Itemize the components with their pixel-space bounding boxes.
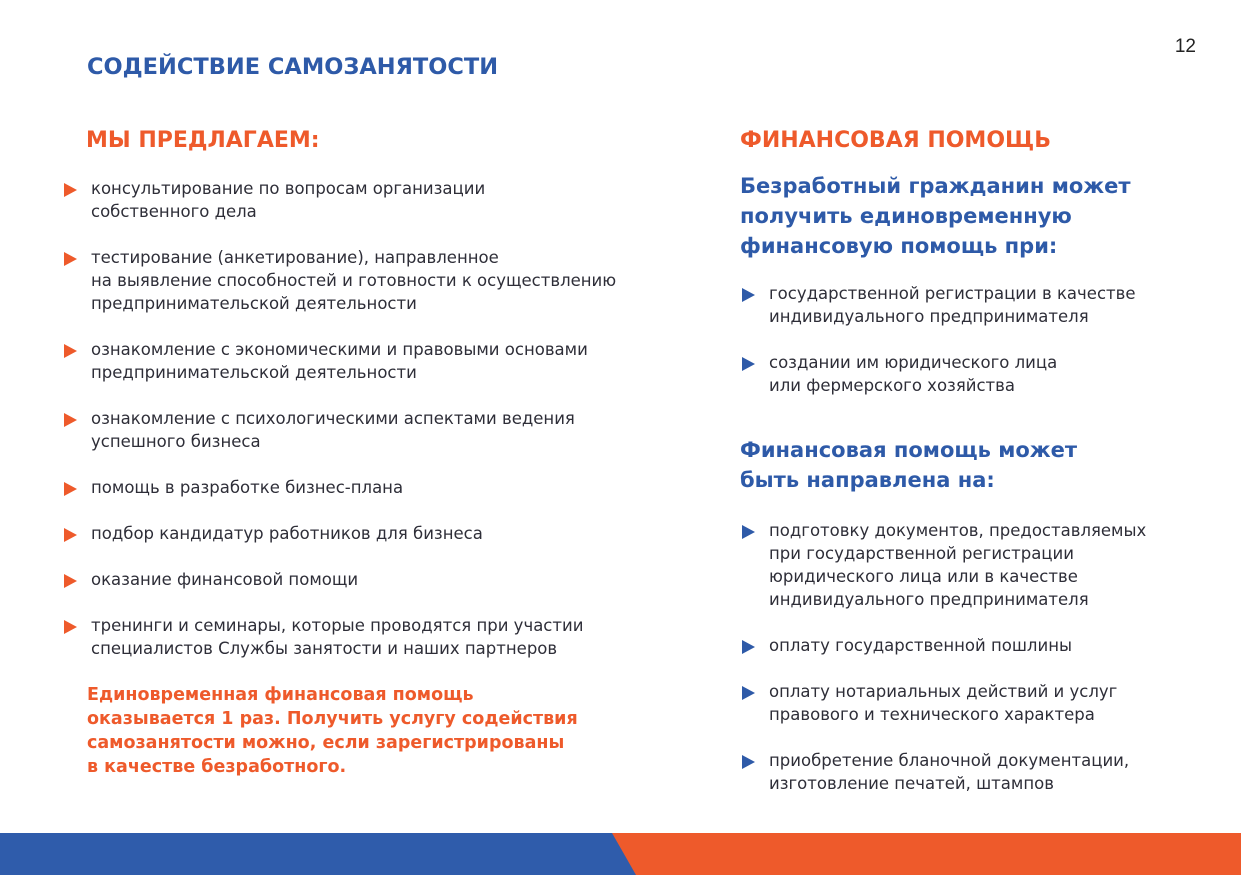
note-line: в качестве безработного. bbox=[87, 757, 347, 777]
page-number: 12 bbox=[1174, 36, 1196, 57]
page-title: СОДЕЙСТВИЕ САМОЗАНЯТОСТИ bbox=[87, 54, 499, 80]
footer-orange-stripe bbox=[612, 833, 1241, 875]
triangle-bullet-icon bbox=[64, 620, 77, 634]
list-item-line: ознакомление с психологическими аспектами ведения bbox=[91, 409, 575, 428]
offer-list bbox=[62, 177, 702, 660]
triangle-bullet-icon bbox=[742, 525, 755, 539]
list-item-line: на выявление способностей и готовности к осуществлению bbox=[91, 271, 617, 290]
list-item-line: подготовку документов, предоставляемых bbox=[769, 521, 1147, 540]
list-item-line: консультирование по вопросам организации bbox=[91, 179, 486, 198]
list-item-line: или фермерского хозяйства bbox=[769, 376, 1015, 395]
list-item-line: правового и технического характера bbox=[769, 705, 1095, 724]
list-item bbox=[62, 614, 702, 660]
list-item bbox=[62, 177, 702, 223]
list-item-line: помощь в разработке бизнес-плана bbox=[91, 478, 404, 497]
financial-aid-column bbox=[740, 128, 1210, 818]
triangle-bullet-icon bbox=[64, 574, 77, 588]
triangle-bullet-icon bbox=[64, 252, 77, 266]
list-item-line: индивидуального предпринимателя bbox=[769, 307, 1089, 326]
financial-aid-heading: ФИНАНСОВАЯ ПОМОЩЬ bbox=[740, 128, 1051, 153]
list-item-line: при государственной регистрации bbox=[769, 544, 1074, 563]
subheading-line: финансовую помощь при: bbox=[740, 234, 1058, 258]
note-line: Единовременная финансовая помощь bbox=[87, 685, 474, 705]
list-item-line: приобретение бланочной документации, bbox=[769, 751, 1130, 770]
triangle-bullet-icon bbox=[742, 686, 755, 700]
triangle-bullet-icon bbox=[64, 344, 77, 358]
list-item bbox=[740, 634, 1210, 657]
list-item bbox=[740, 282, 1210, 328]
usage-subheading bbox=[740, 435, 1210, 495]
list-item bbox=[62, 338, 702, 384]
triangle-bullet-icon bbox=[742, 640, 755, 654]
list-item-line: предпринимательской деятельности bbox=[91, 363, 417, 382]
note-line: самозанятости можно, если зарегистрированы bbox=[87, 733, 565, 753]
list-item-line: тренинги и семинары, которые проводятся при участии bbox=[91, 616, 584, 635]
list-item-line: оказание финансовой помощи bbox=[91, 570, 359, 589]
one-time-aid-note bbox=[87, 683, 702, 779]
list-item-line: специалистов Службы занятости и наших партнеров bbox=[91, 639, 558, 658]
triangle-bullet-icon bbox=[64, 413, 77, 427]
triangle-bullet-icon bbox=[64, 482, 77, 496]
usage-list bbox=[740, 519, 1210, 795]
footer-blue-stripe bbox=[0, 833, 640, 875]
list-item bbox=[740, 680, 1210, 726]
triangle-bullet-icon bbox=[742, 755, 755, 769]
list-item-line: собственного дела bbox=[91, 202, 257, 221]
offer-column bbox=[62, 128, 702, 779]
list-item bbox=[62, 407, 702, 453]
list-item-line: изготовление печатей, штампов bbox=[769, 774, 1054, 793]
subheading-line: быть направлена на: bbox=[740, 468, 995, 492]
list-item-line: индивидуального предпринимателя bbox=[769, 590, 1089, 609]
list-item-line: предпринимательской деятельности bbox=[91, 294, 417, 313]
subheading-line: получить единовременную bbox=[740, 204, 1072, 228]
eligibility-subheading bbox=[740, 171, 1210, 261]
note-line: оказывается 1 раз. Получить услугу содействия bbox=[87, 709, 578, 729]
list-item bbox=[740, 351, 1210, 397]
list-item-line: оплату нотариальных действий и услуг bbox=[769, 682, 1118, 701]
list-item-line: государственной регистрации в качестве bbox=[769, 284, 1136, 303]
list-item-line: подбор кандидатур работников для бизнеса bbox=[91, 524, 483, 543]
offer-heading: МЫ ПРЕДЛАГАЕМ: bbox=[86, 128, 320, 153]
list-item bbox=[740, 519, 1210, 611]
triangle-bullet-icon bbox=[742, 288, 755, 302]
list-item-line: тестирование (анкетирование), направленное bbox=[91, 248, 499, 267]
list-item-line: оплату государственной пошлины bbox=[769, 636, 1073, 655]
list-item bbox=[62, 476, 702, 499]
list-item bbox=[62, 246, 702, 315]
list-item bbox=[62, 522, 702, 545]
list-item bbox=[62, 568, 702, 591]
triangle-bullet-icon bbox=[64, 183, 77, 197]
list-item-line: успешного бизнеса bbox=[91, 432, 261, 451]
triangle-bullet-icon bbox=[64, 528, 77, 542]
list-item-line: создании им юридического лица bbox=[769, 353, 1058, 372]
list-item-line: юридического лица или в качестве bbox=[769, 567, 1078, 586]
footer-bar bbox=[0, 833, 1241, 875]
subheading-line: Финансовая помощь может bbox=[740, 438, 1078, 462]
triangle-bullet-icon bbox=[742, 357, 755, 371]
subheading-line: Безработный гражданин может bbox=[740, 174, 1131, 198]
list-item-line: ознакомление с экономическими и правовыми основами bbox=[91, 340, 588, 359]
list-item bbox=[740, 749, 1210, 795]
eligibility-list bbox=[740, 282, 1210, 397]
